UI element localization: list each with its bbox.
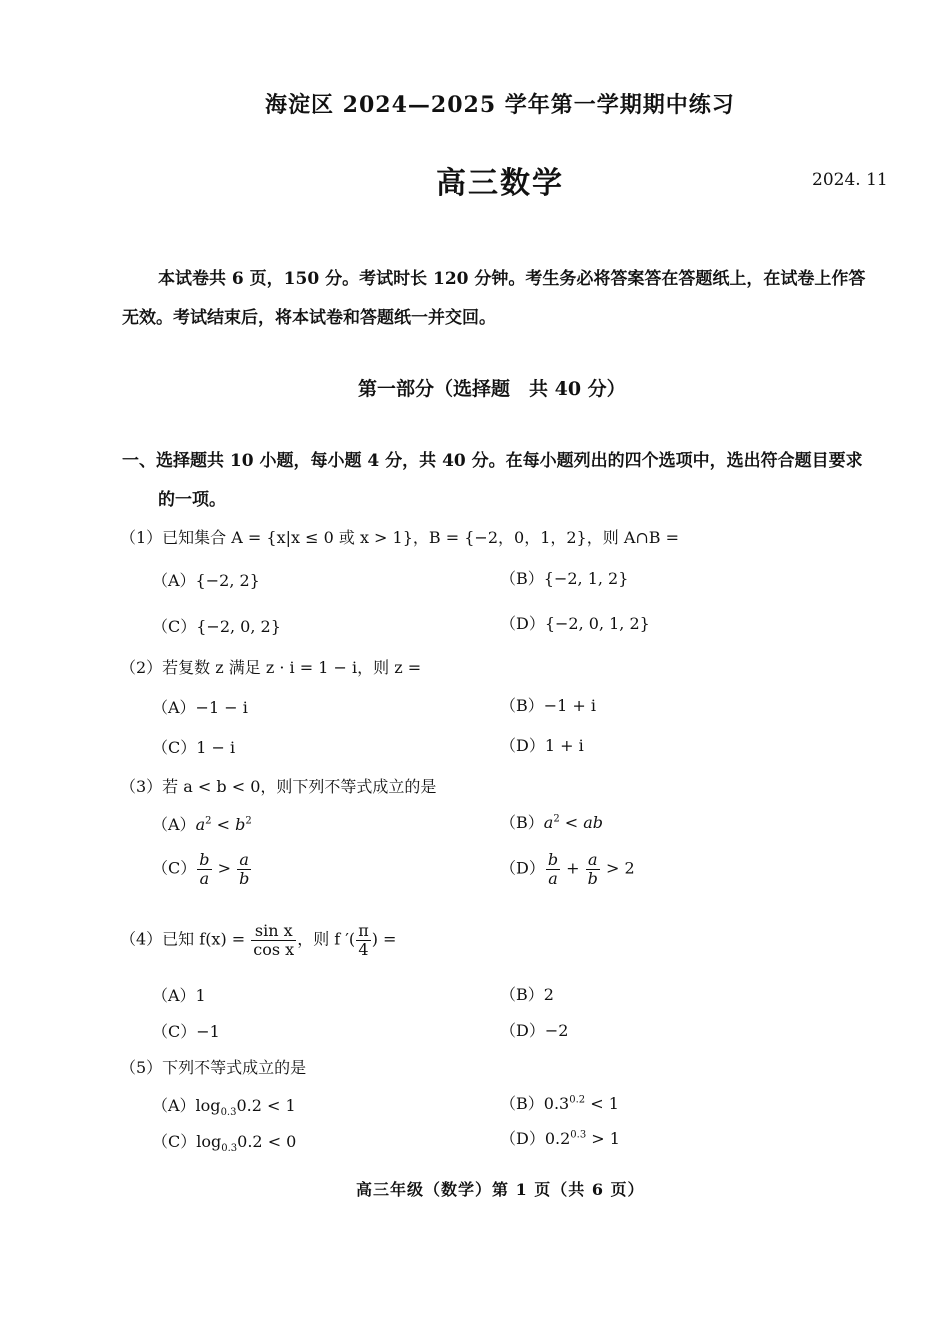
math-var: ab: [583, 813, 604, 832]
math-var: a: [195, 815, 206, 834]
question-3-option-d: [500, 851, 635, 887]
part-one-title: 第一部分（选择题 共 40 分）: [358, 378, 626, 400]
question-4-stem: [120, 922, 396, 958]
question-3-stem: （3）若 a < b < 0，则下列不等式成立的是: [120, 777, 437, 796]
option-text: 0.2 < 1: [236, 1096, 296, 1115]
section-instructions-line-2: 的一项。: [158, 490, 226, 510]
option-text: （C）log: [152, 1132, 222, 1151]
fraction: [197, 851, 211, 887]
option-label: （D）: [500, 858, 545, 878]
question-1-option-b: （B）{−2, 1, 2}: [500, 569, 629, 588]
numerator: π: [358, 921, 369, 940]
fraction: [356, 922, 371, 958]
question-1-option-a: （A）{−2, 2}: [152, 571, 260, 590]
denominator: b: [239, 868, 250, 888]
denominator: a: [548, 868, 558, 888]
option-label: （C）: [152, 858, 197, 878]
exam-title: 海淀区 2024—2025 学年第一学期期中练习: [265, 92, 735, 118]
exam-date: 2024. 11: [812, 170, 888, 190]
question-5-option-a: [152, 1093, 296, 1118]
question-1-stem: （1）已知集合 A = {x|x ≤ 0 或 x > 1}，B = {−2，0，1，2}，则 A∩B =: [120, 528, 680, 547]
denominator: cos x: [253, 939, 295, 959]
math-op: > 2: [600, 858, 635, 878]
option-text: （B）0.3: [500, 1094, 570, 1113]
question-4-option-b: （B）2: [500, 985, 554, 1004]
numerator: sin x: [251, 922, 296, 941]
intro-line-1: 本试卷共 6 页，150 分。考试时长 120 分钟。考生务必将答案答在答题纸上，在试卷上作答: [158, 269, 866, 289]
exponent: 0.3: [570, 1129, 587, 1141]
option-text: < 1: [585, 1094, 619, 1113]
numerator: a: [586, 851, 600, 870]
exponent: 2: [205, 815, 212, 827]
question-5-stem: （5）下列不等式成立的是: [120, 1058, 307, 1077]
stem-text: ，则 f ′(: [297, 929, 356, 949]
question-3-option-c: [152, 851, 252, 887]
exponent: 2: [553, 813, 560, 825]
math-var: b: [235, 815, 246, 834]
option-text: （D）0.2: [500, 1129, 571, 1148]
question-1-option-d: （D）{−2, 0, 1, 2}: [500, 614, 650, 633]
option-text: （A）log: [152, 1096, 221, 1115]
denominator: a: [199, 868, 210, 888]
question-3-option-a: [152, 812, 252, 835]
math-var: a: [543, 813, 554, 832]
question-3-option-b: [500, 810, 603, 833]
page-footer: 高三年级（数学）第 1 页（共 6 页）: [356, 1180, 645, 1199]
fraction: [586, 851, 600, 887]
stem-text: ) =: [371, 929, 397, 949]
fraction: [546, 851, 560, 887]
option-label: （B）: [500, 813, 544, 832]
question-2-option-b: （B）−1 + i: [500, 696, 597, 715]
exponent: 0.2: [569, 1094, 586, 1106]
exponent: 2: [245, 815, 252, 827]
math-op: +: [561, 858, 585, 878]
stem-text: （4）已知 f(x) =: [120, 929, 251, 949]
math-op: <: [211, 815, 236, 834]
question-2-option-a: （A）−1 − i: [152, 698, 248, 717]
denominator: 4: [358, 939, 369, 959]
fraction: [251, 922, 296, 958]
math-op: <: [559, 813, 584, 832]
question-2-option-d: （D）1 + i: [500, 736, 584, 755]
denominator: b: [587, 868, 598, 888]
subject-title: 高三数学: [436, 166, 564, 201]
question-5-option-d: [500, 1126, 620, 1149]
option-text: > 1: [586, 1129, 620, 1148]
question-2-stem: （2）若复数 z 满足 z · i = 1 − i，则 z =: [120, 658, 422, 677]
numerator: b: [199, 850, 210, 869]
option-label: （A）: [152, 815, 196, 834]
question-1-option-c: （C）{−2, 0, 2}: [152, 617, 281, 636]
question-2-option-c: （C）1 − i: [152, 738, 236, 757]
question-5-option-b: [500, 1091, 619, 1114]
question-4-option-c: （C）−1: [152, 1022, 220, 1041]
question-4-option-d: （D）−2: [500, 1021, 569, 1040]
question-5-option-c: [152, 1129, 296, 1154]
math-op: >: [212, 858, 237, 878]
numerator: b: [547, 850, 559, 869]
numerator: a: [237, 851, 251, 870]
fraction: [237, 851, 251, 887]
log-base: 0.3: [221, 1143, 238, 1155]
option-text: 0.2 < 0: [237, 1132, 297, 1151]
question-4-option-a: （A）1: [152, 986, 206, 1005]
intro-line-2: 无效。考试结束后，将本试卷和答题纸一并交回。: [122, 308, 496, 328]
log-base: 0.3: [220, 1107, 237, 1119]
section-instructions-line-1: 一、选择题共 10 小题，每小题 4 分，共 40 分。在每小题列出的四个选项中，选出符合题目要求: [122, 451, 863, 471]
